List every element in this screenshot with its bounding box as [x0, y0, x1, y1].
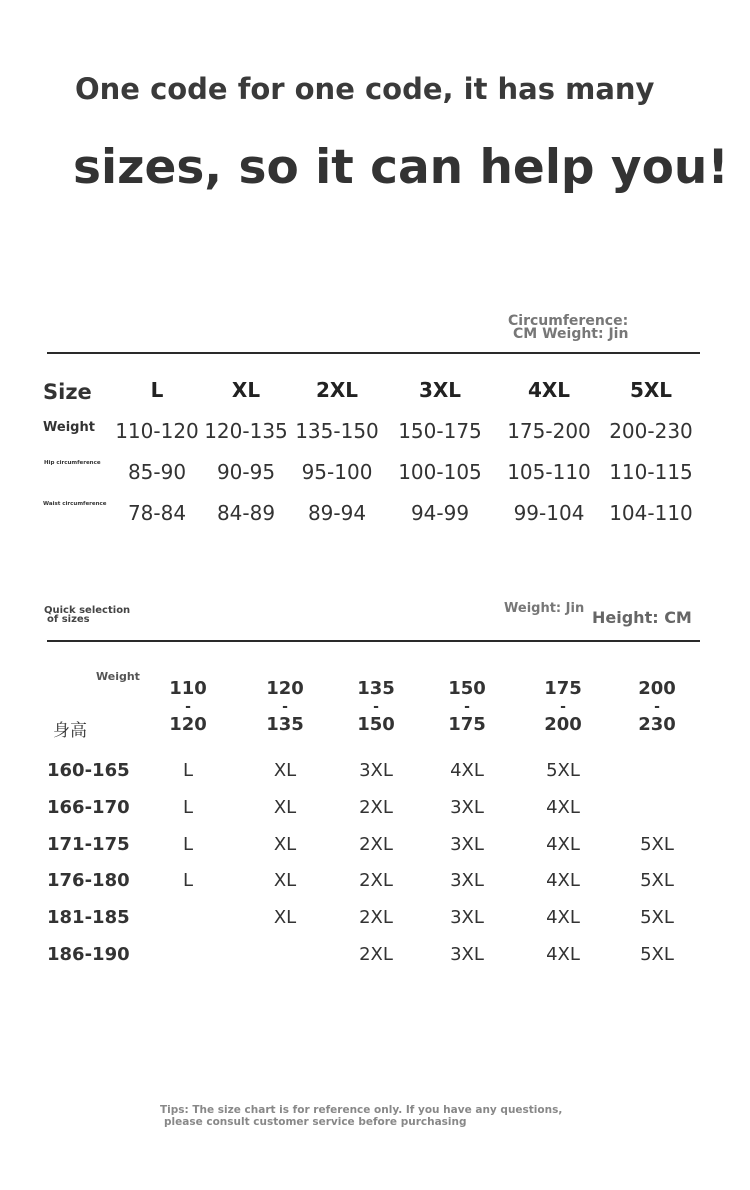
size-recommendation-cell: 5XL	[640, 870, 674, 891]
weight-column-dash: -	[185, 699, 191, 715]
weight-column-from: 150	[448, 678, 486, 699]
size-recommendation-cell: 5XL	[546, 760, 580, 781]
size-recommendation-cell: 5XL	[640, 907, 674, 928]
size-header-3xl: 3XL	[418, 378, 462, 402]
size-recommendation-cell: 4XL	[546, 797, 580, 818]
size-recommendation-cell: XL	[273, 907, 297, 928]
weight-column-dash: -	[464, 699, 470, 715]
size-recommendation-cell: XL	[273, 834, 297, 855]
size-recommendation-cell: 4XL	[546, 944, 580, 965]
measurement-cell: 99-104	[513, 501, 585, 525]
measurement-cell: 175-200	[507, 419, 591, 443]
measurement-cell: 104-110	[609, 501, 693, 525]
size-recommendation-cell: 3XL	[450, 907, 484, 928]
measurement-cell: 100-105	[398, 460, 482, 484]
size-recommendation-cell: 5XL	[640, 834, 674, 855]
size-recommendation-cell: 2XL	[359, 870, 393, 891]
weight-column-to: 135	[266, 714, 304, 735]
size-recommendation-cell: 2XL	[359, 907, 393, 928]
table1-unit-note	[508, 315, 628, 341]
measurement-cell: 110-115	[609, 460, 693, 484]
size-recommendation-cell: L	[182, 834, 194, 855]
measurement-cell: 85-90	[127, 460, 187, 484]
measurement-cell: 90-95	[216, 460, 276, 484]
measurement-cell: 135-150	[295, 419, 379, 443]
size-corner-label: Size	[43, 380, 92, 404]
measurement-cell: 84-89	[216, 501, 276, 525]
size-recommendation-cell: 3XL	[450, 944, 484, 965]
size-header-4xl: 4XL	[527, 378, 571, 402]
size-recommendation-cell: 3XL	[450, 870, 484, 891]
size-recommendation-cell: 2XL	[359, 834, 393, 855]
height-range-label: 171-175	[47, 834, 130, 855]
weight-column-to: 230	[638, 714, 676, 735]
size-recommendation-cell: 5XL	[640, 944, 674, 965]
row-label-2: Waist circumference	[43, 501, 107, 507]
size-recommendation-cell: 4XL	[450, 760, 484, 781]
weight-column-from: 120	[266, 678, 304, 699]
weight-axis-label: Weight	[96, 670, 140, 683]
size-recommendation-cell: 3XL	[450, 834, 484, 855]
size-recommendation-cell: 2XL	[359, 797, 393, 818]
weight-column-to: 200	[544, 714, 582, 735]
measurement-cell: 94-99	[410, 501, 470, 525]
height-range-label: 166-170	[47, 797, 130, 818]
tips-line-2: please consult customer service before purchasing	[164, 1116, 467, 1128]
height-range-label: 160-165	[47, 760, 130, 781]
row-label-1: Hip circumference	[44, 460, 101, 466]
weight-column-dash: -	[654, 699, 660, 715]
height-range-label: 186-190	[47, 944, 130, 965]
measurement-cell: 200-230	[609, 419, 693, 443]
measurement-cell: 120-135	[204, 419, 288, 443]
size-recommendation-cell: 4XL	[546, 870, 580, 891]
size-recommendation-cell: 4XL	[546, 907, 580, 928]
measurement-cell: 95-100	[301, 460, 373, 484]
size-recommendation-cell: 3XL	[359, 760, 393, 781]
table1-unit-line-2: CM Weight: Jin	[513, 326, 629, 342]
row-label-0: Weight	[43, 420, 95, 435]
weight-column-to: 150	[357, 714, 395, 735]
measurement-cell: 110-120	[115, 419, 199, 443]
size-recommendation-cell: L	[182, 760, 194, 781]
measurement-cell: 105-110	[507, 460, 591, 484]
size-header-2xl: 2XL	[315, 378, 359, 402]
weight-column-from: 110	[169, 678, 207, 699]
size-recommendation-cell: 4XL	[546, 834, 580, 855]
quick-selection-title-line-2: of sizes	[47, 614, 90, 625]
size-recommendation-cell: XL	[273, 760, 297, 781]
table1-unit-line-1: Circumference:	[508, 313, 629, 329]
headline-line-1: One code for one code, it has many	[75, 72, 655, 106]
size-recommendation-cell: L	[182, 870, 194, 891]
size-recommendation-cell: L	[182, 797, 194, 818]
size-recommendation-cell: 3XL	[450, 797, 484, 818]
weight-unit-note: Weight: Jin	[504, 601, 585, 616]
headline-line-2: sizes, so it can help you!	[73, 140, 729, 195]
size-header-5xl: 5XL	[629, 378, 673, 402]
weight-column-dash: -	[282, 699, 288, 715]
quick-selection-title	[44, 606, 130, 624]
height-range-label: 181-185	[47, 907, 130, 928]
table2-top-rule	[47, 640, 700, 642]
weight-column-from: 175	[544, 678, 582, 699]
height-range-label: 176-180	[47, 870, 130, 891]
weight-column-from: 200	[638, 678, 676, 699]
height-axis-label: 身高	[53, 721, 87, 741]
weight-column-dash: -	[373, 699, 379, 715]
measurement-cell: 150-175	[398, 419, 482, 443]
weight-column-from: 135	[357, 678, 395, 699]
quick-selection-title-line-1: Quick selection	[44, 605, 131, 616]
table1-top-rule	[47, 352, 700, 354]
tips-note	[160, 1104, 562, 1128]
size-recommendation-cell: XL	[273, 870, 297, 891]
measurement-cell: 89-94	[307, 501, 367, 525]
height-unit-note: Height: CM	[592, 608, 692, 627]
tips-line-1: Tips: The size chart is for reference only. If you have any questions,	[160, 1104, 563, 1116]
size-header-l: L	[150, 378, 164, 402]
weight-column-to: 120	[169, 714, 207, 735]
measurement-cell: 78-84	[127, 501, 187, 525]
size-recommendation-cell: 2XL	[359, 944, 393, 965]
size-header-xl: XL	[231, 378, 261, 402]
weight-column-to: 175	[448, 714, 486, 735]
size-recommendation-cell: XL	[273, 797, 297, 818]
weight-column-dash: -	[560, 699, 566, 715]
